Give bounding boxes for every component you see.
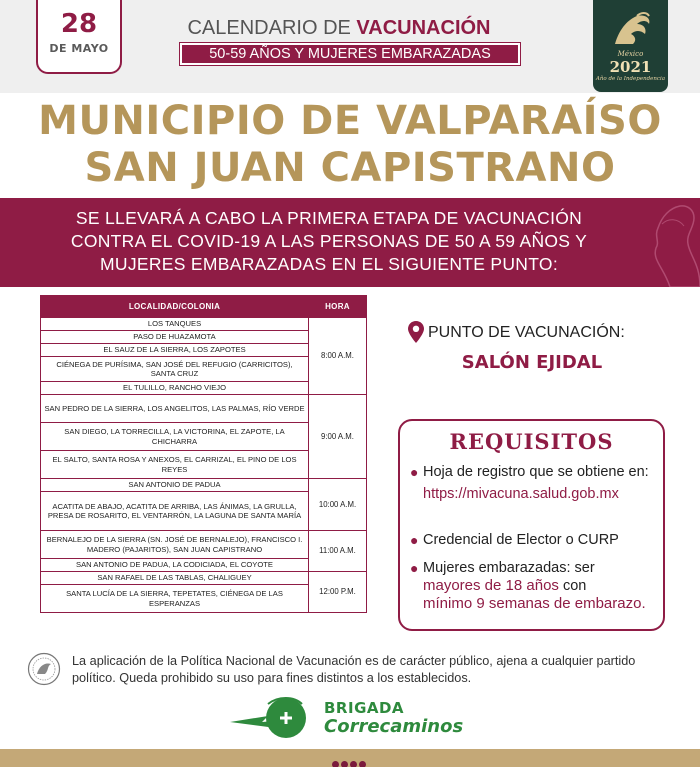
logo-tagline: Año de la Independencia [595,76,666,82]
political-disclaimer: La aplicación de la Política Nacional de Vacunación es de carácter público, ajena a cualquier partido político. Queda prohibido su uso para fines distintos a los establecidos. [72,654,636,685]
locality-cell: EL SAUZ DE LA SIERRA, LOS ZAPOTES [41,344,309,357]
date-day: 28 [60,9,98,39]
locality-cell: PASO DE HUAZAMOTA [41,331,309,344]
location-pin-icon [408,321,424,343]
requirements-title: REQUISITOS [449,429,614,454]
column-header-locality: LOCALIDAD/COLONIA [41,296,309,318]
social-icons [332,753,368,763]
brigada-title: BRIGADA [324,699,405,717]
table-row [41,395,367,423]
locality-cell: SAN ANTONIO DE PADUA, LA CODICIADA, EL COYOTE [41,559,309,572]
national-seal-icon [27,652,61,686]
twitter-icon[interactable] [341,761,348,767]
vaccination-point-value: SALÓN EJIDAL [461,352,603,373]
announcement-band [0,198,700,287]
column-header-time: HORA [309,296,367,318]
locality-cell: EL TULILLO, RANCHO VIEJO [41,382,309,395]
announcement-line-3: MUJERES EMBARAZADAS EN EL SIGUIENTE PUNTO: [100,254,558,274]
locality-cell: SANTA LUCÍA DE LA SIERRA, TEPETATES, CIÉNEGA DE LAS ESPERANZAS [41,585,309,613]
requirement-item [410,531,662,551]
brigada-subtitle: Correcaminos [324,716,464,737]
header-subtitle: 50-59 AÑOS Y MUJERES EMBARAZADAS [180,43,520,65]
header-title-emphasis: VACUNACIÓN [356,17,491,39]
time-cell: 12:00 P.M. [309,572,367,613]
time-cell: 8:00 A.M. [309,318,367,395]
locality-cell: SAN DIEGO, LA TORRECILLA, LA VICTORINA, EL ZAPOTE, LA CHICHARRA [41,423,309,451]
requirement-item [410,559,662,629]
bullet-icon: ● [410,464,419,480]
requirement-item [410,463,662,521]
header-title [184,16,494,40]
locality-cell: EL SALTO, SANTA ROSA Y ANEXOS, EL CARRIZAL, EL PINO DE LOS REYES [41,451,309,479]
table-row [41,318,367,331]
locality-cell: BERNALEJO DE LA SIERRA (SN. JOSÉ DE BERNALEJO), FRANCISCO I. MADERO (PAJARITOS), SAN JUAN CAPISTRANO [41,531,309,559]
vaccination-point [408,320,668,380]
announcement-text [30,207,628,276]
announcement-line-2: CONTRA EL COVID-19 A LAS PERSONAS DE 50 A 59 AÑOS Y [70,231,588,251]
header-title-prefix: CALENDARIO DE [187,17,357,39]
table-row [41,572,367,585]
requirement-text: con [558,578,587,594]
logo-country: México [617,50,644,58]
table-row [41,479,367,492]
requirement-text: Credencial de Elector o CURP [423,532,619,548]
locality-cell: SAN RAFAEL DE LAS TABLAS, CHALIGUEY [41,572,309,585]
requirements-box [398,419,665,631]
requirement-highlight: mínimo 9 semanas de embarazo. [423,595,646,612]
date-badge [36,0,122,74]
locality-cell: CIÉNEGA DE PURÍSIMA, SAN JOSÉ DEL REFUGIO (CARRICITOS), SANTA CRUZ [41,357,309,382]
locality-cell: SAN PEDRO DE LA SIERRA, LOS ANGELITOS, LAS PALMAS, RÍO VERDE [41,395,309,423]
time-cell: 9:00 A.M. [309,395,367,479]
vaccination-point-label: PUNTO DE VACUNACIÓN: [428,324,625,341]
roadrunner-icon [228,692,318,744]
woman-silhouette-icon [634,198,700,287]
bullet-icon: ● [410,532,419,548]
brigada-logo [228,692,488,744]
locality-cell: SAN ANTONIO DE PADUA [41,479,309,492]
title-line-1: MUNICIPIO DE VALPARAÍSO [38,98,662,144]
header [0,0,700,93]
time-cell: 11:00 A.M. [309,531,367,572]
youtube-icon[interactable] [359,761,366,767]
eagle-icon [607,10,655,50]
requirement-text: Mujeres embarazadas: ser [423,560,595,576]
schedule-table [40,295,367,613]
table-header-row [41,296,367,318]
government-logo [593,0,668,92]
table-row [41,531,367,559]
instagram-icon[interactable] [350,761,357,767]
locality-cell: LOS TANQUES [41,318,309,331]
requirement-text: Hoja de registro que se obtiene en: [423,464,649,480]
time-cell: 10:00 A.M. [309,479,367,531]
registration-link[interactable]: https://mivacuna.salud.gob.mx [423,486,619,502]
date-month: DE MAYO [49,42,109,55]
logo-year: 2021 [609,58,652,76]
facebook-icon[interactable] [332,761,339,767]
bullet-icon: ● [410,560,419,576]
title-line-2: SAN JUAN CAPISTRANO [84,145,616,191]
locality-cell: ACATITA DE ABAJO, ACATITA DE ARRIBA, LAS ÁNIMAS, LA GRULLA, PRESA DE ROSARITO, EL VENTARRÓN, LA LAGUNA DE SANTA MARÍA [41,492,309,531]
announcement-line-1: SE LLEVARÁ A CABO LA PRIMERA ETAPA DE VACUNACIÓN [75,208,583,228]
requirement-highlight: mayores de 18 años [423,577,559,594]
